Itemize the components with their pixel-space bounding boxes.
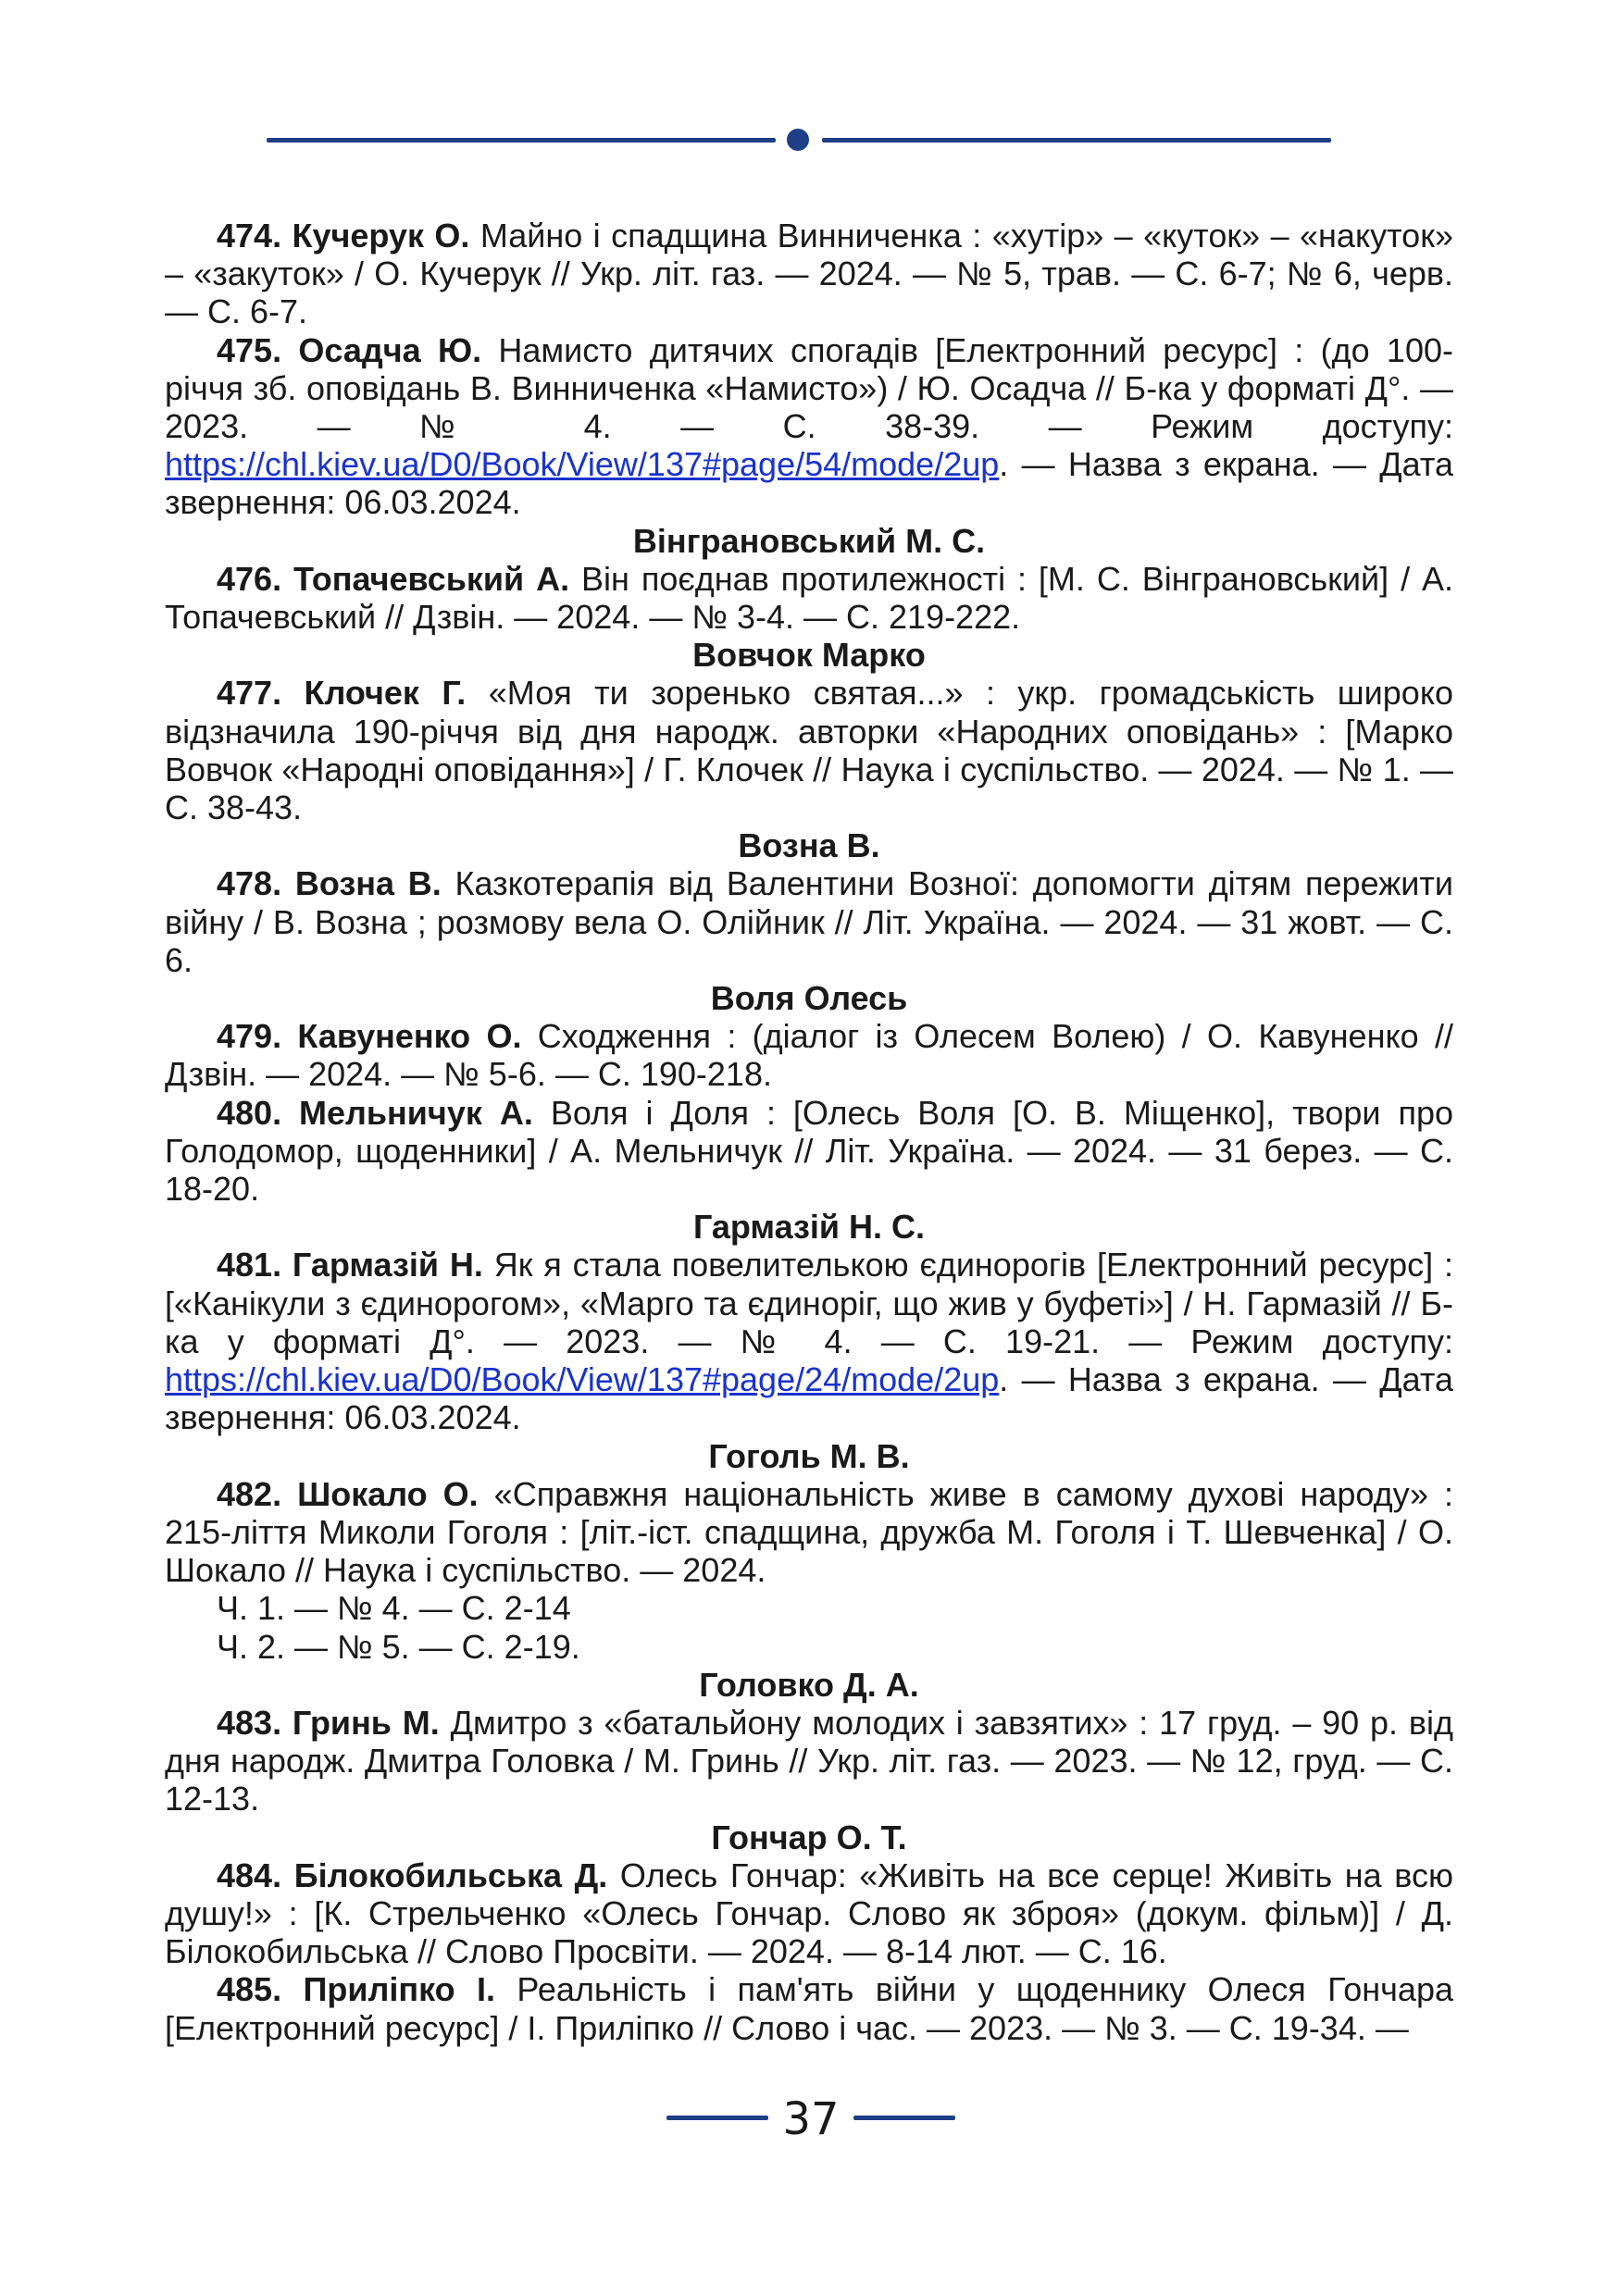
entry-text: Майно і спадщина Винниченка : «хутір» – «куток» – «накуток» – «закуток» / О. Кучерук // Укр. літ. газ. — 2024. — № 5, трав. — С. 6-7; № 6, черв. — С. 6-7. <box>165 217 1453 331</box>
entry-479: 479. Кавуненко О. Сходження : (діалог із Олесем Волею) / О. Кавуненко // Дзвін. — 2024. — № 5-6. — С. 190-218. <box>165 1017 1453 1094</box>
section-heading: Вінграновський М. С. <box>632 521 986 560</box>
entry-477: 477. Клочек Г. «Моя ти зоренько святая...» : укр. громадськість широко відзначила 190-річчя від дня народж. авторки «Народних оповідань» : [Марко Вовчок «Народні оповідання»] / Г. Клочек // Наука і суспільство. — 2024. — № 1. — С. 38-43. <box>165 674 1453 827</box>
section-heading: Гоголь М. В. <box>708 1436 910 1475</box>
entry-480: 480. Мельничук А. Воля і Доля : [Олесь Воля [О. В. Міщенко], твори про Голодомор, щоденники] / А. Мельничук // Літ. Україна. — 2024. — 31 берез. — С. 18-20. <box>165 1093 1453 1209</box>
entry-483: 483. Гринь М. Дмитро з «батальйону молодих і завзятих» : 17 груд. – 90 р. від дня народж. Дмитра Головка / М. Гринь // Укр. літ. газ. — 2023. — № 12, груд. — С. 12-13. <box>165 1703 1453 1818</box>
entry-part: Ч. 1. — № 4. — С. 2-14 <box>217 1589 571 1628</box>
entry-author: Гармазій Н. <box>292 1246 483 1285</box>
page-footer <box>0 2090 1619 2145</box>
entry-author: Білокобильська Д. <box>293 1855 608 1894</box>
entry-text: Воля і Доля : [Олесь Воля [О. В. Міщенко], твори про Голодомор, щоденники] / А. Мельничук // Літ. Україна. — 2024. — 31 берез. — С. 18-20. <box>165 1093 1453 1209</box>
section-heading: Возна В. <box>738 826 880 865</box>
entry-476: 476. Топачевський А. Він поєднав протилежності : [М. С. Вінграновський] / А. Топачевський // Дзвін. — 2024. — № 3-4. — С. 219-222. <box>165 559 1453 637</box>
entry-part: Ч. 2. — № 5. — С. 2-19. <box>217 1627 580 1666</box>
entry-author: Клочек Г. <box>304 674 467 713</box>
entry-text: Олесь Гончар: «Живіть на все серце! Живіть на всю душу!» : [К. Стрельченко «Олесь Гончар. Слово як зброя» (докум. фільм)] / Д. Білокобильська // Слово Просвіти. — 2024. — 8-14 лют. — С. 16. <box>165 1855 1453 1971</box>
entry-author: Мельничук А. <box>299 1093 533 1132</box>
entry-author: Возна В. <box>294 864 442 903</box>
section-heading: Гончар О. Т. <box>711 1818 907 1856</box>
header-ornament <box>267 128 1331 152</box>
section-heading: Головко Д. А. <box>699 1665 919 1704</box>
entry-author: Кавуненко О. <box>297 1017 522 1056</box>
entry-text: Намисто дитячих спогадів [Електронний ресурс] : (до 100-річчя зб. оповідань В. Винниченка «Намисто») / Ю. Осадча // Б-ка у форматі Д°. — 2023. — № 4. — С. 38-39. — Режим доступу: <box>165 330 1453 446</box>
entry-tail: . — Назва з екрана. — Дата звернення: 06.03.2024. <box>165 445 1453 522</box>
entry-485: 485. Приліпко І. Реальність і пам'ять війни у щоденнику Олеся Гончара [Електронний ресурс] / І. Приліпко // Слово і час. — 2023. — № 3. — С. 19-34. — <box>165 1970 1453 2047</box>
entry-475: 475. Осадча Ю. Намисто дитячих спогадів [Електронний ресурс] : (до 100-річчя зб. оповідань В. Винниченка «Намисто») / Ю. Осадча // Б-ка у форматі Д°. — 2023. — № 4. — С. 38-39. — Режим доступу: https://chl.kiev.ua/D0/Book/View/137#page/54/mode/2up. — Назва з екрана. — Дата звернення: 06.03.2024. <box>165 330 1453 522</box>
entry-author: Осадча Ю. <box>298 330 482 369</box>
entry-author: Приліпко І. <box>303 1970 496 2009</box>
footer-rule-right <box>853 2116 955 2120</box>
bibliography-list <box>165 217 1453 2047</box>
entry-481: 481. Гармазій Н. Як я стала повелителькою єдинорогів [Електронний ресурс] : [«Канікули з єдинорогом», «Марго та єдиноріг, що жив у буфеті»] / Н. Гармазій // Б-ка у форматі Д°. — 2023. — № 4. — С. 19-21. — Режим доступу: https://chl.kiev.ua/D0/Book/View/137#page/24/mode/2up. — Назва з екрана. — Дата звернення: 06.03.2024. <box>165 1246 1453 1437</box>
entry-474: 474. Кучерук О. Майно і спадщина Винниченка : «хутір» – «куток» – «накуток» – «закуток» / О. Кучерук // Укр. літ. газ. — 2024. — № 5, трав. — С. 6-7; № 6, черв. — С. 6-7. <box>165 217 1453 331</box>
section-heading: Воля Олесь <box>710 979 908 1018</box>
entry-478: 478. Возна В. Казкотерапія від Валентини Возної: допомогти дітям пережити війну / В. Возна ; розмову вела О. Олійник // Літ. Україна. — 2024. — 31 жовт. — С. 6. <box>165 864 1453 979</box>
entry-author: Топачевський А. <box>293 559 570 598</box>
entry-author: Кучерук О. <box>292 217 470 254</box>
entry-text: «Моя ти зоренько святая...» : укр. громадськість широко відзначила 190-річчя від дня народж. авторки «Народних оповідань» : [Марко Вовчок «Народні оповідання»] / Г. Клочек // Наука і суспільство. — 2024. — № 1. — С. 38-43. <box>165 674 1453 827</box>
entry-484: 484. Білокобильська Д. Олесь Гончар: «Живіть на все серце! Живіть на всю душу!» : [К. Стрельченко «Олесь Гончар. Слово як зброя» (докум. фільм)] / Д. Білокобильська // Слово Просвіти. — 2024. — 8-14 лют. — С. 16. <box>165 1855 1453 1971</box>
entry-text: Казкотерапія від Валентини Возної: допомогти дітям пережити війну / В. Возна ; розмову вела О. Олійник // Літ. Україна. — 2024. — 31 жовт. — С. 6. <box>165 864 1453 979</box>
entry-482: 482. Шокало О. «Справжня національність живе в самому духові народу» : 215-ліття Миколи Гоголя : [літ.-іст. спадщина, дружба М. Гоголя і Т. Шевченка] / О. Шокало // Наука і суспільство. — 2024. <box>165 1474 1453 1590</box>
entry-author: Шокало О. <box>297 1474 479 1513</box>
entry-text: «Справжня національність живе в самому духові народу» : 215-ліття Миколи Гоголя : [літ.-іст. спадщина, дружба М. Гоголя і Т. Шевченка] / О. Шокало // Наука і суспільство. — 2024. <box>165 1474 1453 1590</box>
entry-text: Він поєднав протилежності : [М. С. Вінграновський] / А. Топачевський // Дзвін. — 2024. — № 3-4. — С. 219-222. <box>165 559 1453 637</box>
footer-rule-left <box>666 2116 768 2120</box>
entry-tail: . — Назва з екрана. — Дата звернення: 06.03.2024. <box>165 1360 1453 1437</box>
entry-text: Як я стала повелителькою єдинорогів [Електронний ресурс] : [«Канікули з єдинорогом», «Марго та єдиноріг, що жив у буфеті»] / Н. Гармазій // Б-ка у форматі Д°. — 2023. — № 4. — С. 19-21. — Режим доступу: <box>165 1246 1453 1360</box>
entry-text: Реальність і пам'ять війни у щоденнику Олеся Гончара [Електронний ресурс] / І. Приліпко // Слово і час. — 2023. — № 3. — С. 19-34. — <box>165 1970 1453 2047</box>
header-rule-left <box>267 138 776 143</box>
entry-text: Сходження : (діалог із Олесем Волею) / О. Кавуненко // Дзвін. — 2024. — № 5-6. — С. 190-218. <box>165 1017 1453 1094</box>
entry-text: Дмитро з «батальйону молодих і завзятих» : 17 груд. – 90 р. від дня народж. Дмитра Головка / М. Гринь // Укр. літ. газ. — 2023. — № 12, груд. — С. 12-13. <box>165 1703 1453 1818</box>
section-heading: Гармазій Н. С. <box>692 1208 926 1247</box>
header-rule-right <box>822 138 1331 143</box>
page-number: 37 <box>782 2093 840 2145</box>
entry-url-link[interactable]: https://chl.kiev.ua/D0/Book/View/137#page/54/mode/2up <box>165 445 1000 484</box>
entry-url-link[interactable]: https://chl.kiev.ua/D0/Book/View/137#page/24/mode/2up <box>165 1360 1000 1399</box>
entry-author: Гринь М. <box>292 1703 440 1742</box>
header-dot <box>787 129 809 151</box>
section-heading: Вовчок Марко <box>692 636 926 675</box>
